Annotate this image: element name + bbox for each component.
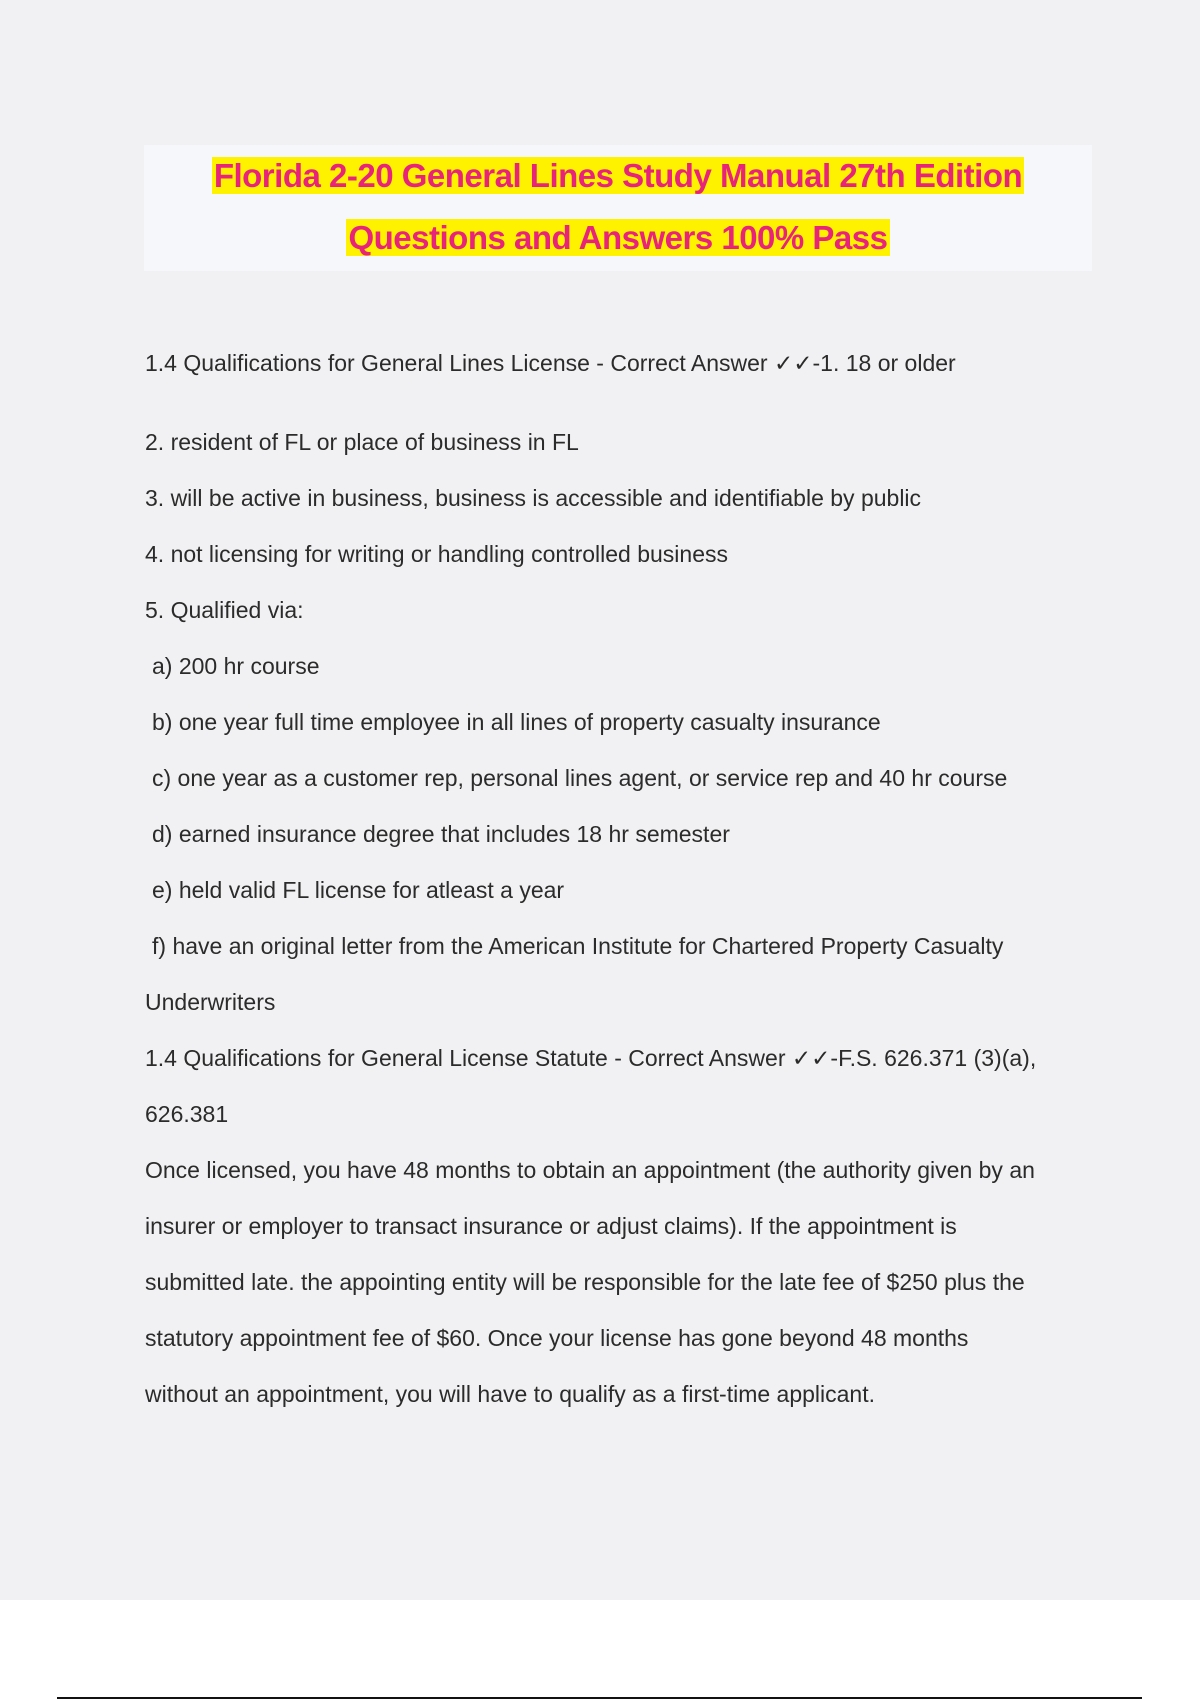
answer-subitem: a) 200 hr course: [152, 653, 320, 679]
page-divider: [57, 1697, 1142, 1699]
answer-subitem: f) have an original letter from the American Institute for Chartered Property Casualty: [152, 933, 1004, 959]
question-line: 1.4 Qualifications for General License Statute - Correct Answer ✓✓-F.S. 626.371 (3)(a),: [145, 1045, 1037, 1071]
answer-line: 4. not licensing for writing or handling controlled business: [145, 541, 728, 567]
answer-subitem: b) one year full time employee in all lines of property casualty insurance: [152, 709, 881, 735]
paragraph-line: insurer or employer to transact insurance or adjust claims). If the appointment is: [145, 1213, 957, 1239]
answer-subitem: d) earned insurance degree that includes 18 hr semester: [152, 821, 730, 847]
answer-subitem: c) one year as a customer rep, personal lines agent, or service rep and 40 hr course: [152, 765, 1008, 791]
title-text-2: Questions and Answers 100% Pass: [348, 219, 888, 256]
answer-subitem: e) held valid FL license for atleast a year: [152, 877, 565, 903]
paragraph-line: submitted late. the appointing entity will be responsible for the late fee of $250 plus the: [145, 1269, 1025, 1295]
paragraph-line: without an appointment, you will have to qualify as a first-time applicant.: [145, 1381, 875, 1407]
answer-line: 2. resident of FL or place of business in FL: [145, 429, 579, 455]
title-text-1: Florida 2-20 General Lines Study Manual 27th Edition: [213, 157, 1023, 194]
document-body: [145, 335, 1095, 1422]
paragraph-line: statutory appointment fee of $60. Once your license has gone beyond 48 months: [145, 1325, 969, 1351]
title-line-2: [144, 207, 1092, 269]
answer-line: 5. Qualified via:: [145, 597, 304, 623]
title-line-1: [144, 145, 1092, 207]
answer-line: Underwriters: [145, 989, 276, 1015]
answer-line: 3. will be active in business, business is accessible and identifiable by public: [145, 485, 922, 511]
answer-line: 626.381: [145, 1101, 229, 1127]
paragraph-line: Once licensed, you have 48 months to obtain an appointment (the authority given by an: [145, 1157, 1035, 1183]
question-line: 1.4 Qualifications for General Lines License - Correct Answer ✓✓-1. 18 or older: [145, 350, 956, 376]
title-banner: [144, 145, 1092, 271]
